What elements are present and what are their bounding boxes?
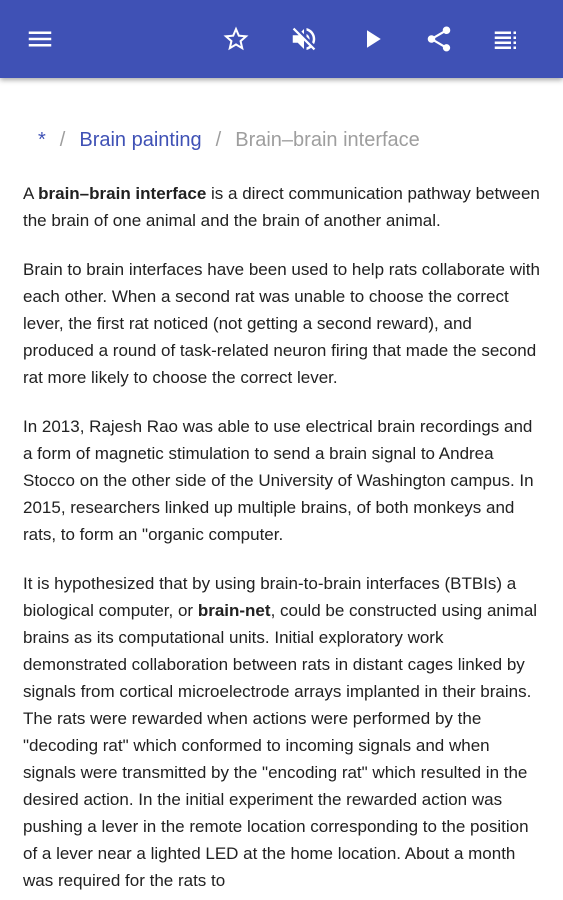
menu-icon	[25, 24, 55, 54]
article-content[interactable]	[0, 78, 563, 900]
app-toolbar	[0, 0, 563, 78]
breadcrumb-parent-link[interactable]: Brain painting	[79, 129, 202, 151]
share-icon	[424, 24, 454, 54]
breadcrumb-current: Brain–brain interface	[235, 129, 420, 151]
share-button[interactable]	[419, 19, 459, 59]
bookmark-button[interactable]	[216, 19, 256, 59]
mute-button[interactable]	[284, 19, 324, 59]
paragraph-text: It is hypothesized that by using brain-to-brain interfaces (BTBIs) a biological computer, or	[23, 574, 517, 620]
breadcrumb-separator: /	[215, 129, 222, 151]
breadcrumb	[38, 128, 420, 152]
star-outline-icon	[221, 24, 251, 54]
table-of-contents-button[interactable]	[486, 19, 526, 59]
article-paragraph: Brain to brain interfaces have been used to help rats collaborate with each other. When a second rat was unable to choose the correct lever, the first rat noticed (not getting a second reward), and produced a round of task-related neuron firing that made the second rat more likely to choose the correct lever.	[23, 260, 540, 387]
menu-button[interactable]	[20, 19, 60, 59]
volume-off-icon	[289, 24, 319, 54]
list-icon	[491, 24, 521, 54]
breadcrumb-separator: /	[59, 129, 66, 151]
paragraph-text: , could be constructed using animal brains as its computational units. Initial exploratory work demonstrated collaboration between rats in distant cages linked by signals from cortical microelectrode arrays implanted in their brains. The rats were rewarded when actions were performed by the "decoding rat" which conformed to incoming signals and when signals were transmitted by the "encoding rat" which resulted in the desired action. In the initial experiment the rewarded action was pushing a lever in the remote location corresponding to the position of a lever near a lighted LED at the home location. About a month was required for the rats to	[23, 601, 538, 890]
article-paragraph	[23, 180, 545, 234]
article-term: brain-net	[197, 601, 271, 620]
paragraph-text: A	[23, 184, 39, 203]
breadcrumb-home-link[interactable]: *	[38, 129, 46, 151]
paragraph-text: is a direct communication pathway between the brain of one animal and the brain of another animal.	[23, 184, 540, 230]
article-paragraph: In 2013, Rajesh Rao was able to use electrical brain recordings and a form of magnetic stimulation to send a brain signal to Andrea Stocco on the other side of the University of Washington campus. In 2015, researchers linked up multiple brains, of both monkeys and rats, to form an "organic computer.	[23, 417, 534, 544]
play-button[interactable]	[352, 19, 392, 59]
article-paragraph	[23, 570, 545, 894]
play-icon	[357, 24, 387, 54]
article-term: brain–brain interface	[38, 184, 207, 203]
article-body	[23, 180, 545, 900]
